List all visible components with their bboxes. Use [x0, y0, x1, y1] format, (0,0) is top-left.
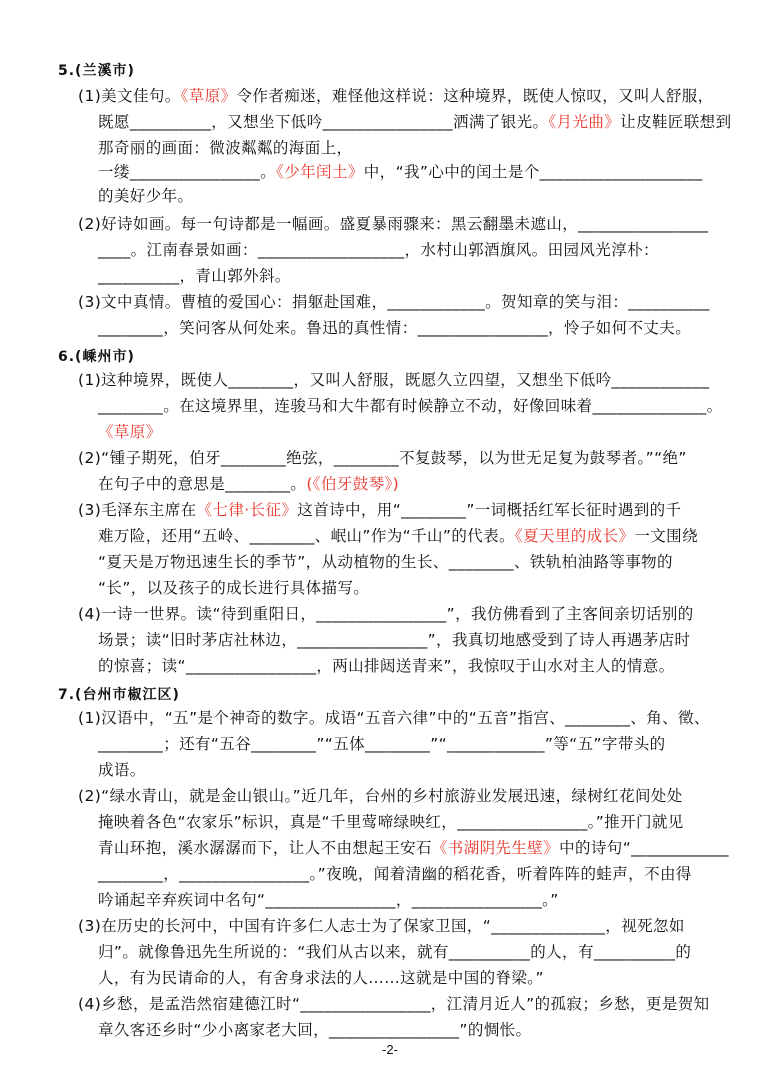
- text-segment: 成语。: [98, 761, 146, 779]
- text-segment: 青山环抱，溪水潺潺而下，让人不由想起王安石: [98, 839, 432, 857]
- text-segment: ________，笑问客从何处来。鲁迅的真性情：________________，怜子如何不丈夫。: [98, 319, 692, 337]
- question-line: [98, 552, 673, 572]
- text-title-ref: 《草原》: [98, 423, 162, 441]
- question-line: [98, 162, 703, 182]
- question-line: [98, 138, 352, 158]
- text-segment: (3)文中真情。曹植的爱国心：捐躯赴国难，____________。贺知章的笑与泪：__________: [78, 293, 710, 311]
- text-segment: 一缕________________。: [98, 163, 277, 181]
- text-segment: 中，“我”心中的闰土是个____________________: [363, 163, 703, 181]
- question-line: [98, 186, 193, 206]
- question-line: [98, 240, 659, 260]
- text-segment: 难万险，还用“五岭、________、岷山”作为“千山”的代表。: [98, 527, 515, 545]
- question-line: [78, 370, 709, 390]
- question-line: [98, 838, 729, 858]
- text-segment: 一文围绕: [634, 527, 698, 545]
- question-line: [78, 292, 710, 312]
- text-segment: (2)“锺子期死，伯牙________绝弦，________不复鼓琴，以为世无足复为鼓琴者。”“绝”: [78, 449, 687, 467]
- text-title-ref: 《书湖阴先生壁》: [431, 839, 560, 857]
- question-line: [98, 422, 162, 442]
- text-segment: “夏天是万物迅速生长的季节”，从动植物的生长、________、铁轨柏油路等事物的: [98, 553, 673, 571]
- question-line: [78, 786, 683, 806]
- question-line: [98, 474, 399, 494]
- question-line: [78, 708, 710, 728]
- question-line: [98, 760, 146, 780]
- text-segment: 的惊喜；读“________________，两山排闼送青来”，我惊叹于山水对主人的情意。: [98, 657, 675, 675]
- text-segment: 这首诗中，用“________”一词概括红军长征时遇到的千: [297, 501, 682, 519]
- text-segment: (3)在历史的长河中，中国有许多仁人志士为了保家卫国，“______________，视死忽如: [78, 917, 685, 935]
- text-segment: 人，有为民请命的人，有舍身求法的人……这就是中国的脊梁。”: [98, 969, 544, 987]
- question-line: [98, 578, 369, 598]
- text-segment: ________。在这境界里，连骏马和大牛都有时候静立不动，好像回味着______________。: [98, 397, 723, 415]
- text-segment: 的美好少年。: [98, 187, 194, 205]
- text-segment: ________，________________。”夜晚，闻着清幽的稻花香，听着阵阵的蛙声，不由得: [98, 865, 692, 883]
- section-title: 6.(嵊州市): [58, 349, 135, 365]
- question-line: [98, 526, 698, 546]
- question-line: [98, 656, 675, 676]
- question-line: [98, 266, 291, 286]
- text-segment: (2)好诗如画。每一句诗都是一幅画。盛夏暴雨骤来：黑云翻墨未遮山，________________: [78, 215, 709, 233]
- question-line: [98, 812, 684, 832]
- text-segment: “长”，以及孩子的成长进行具体描写。: [98, 579, 370, 597]
- text-title-ref: 《少年闰土》: [276, 163, 364, 181]
- page-number: -2-: [382, 1042, 398, 1057]
- text-segment: 场景；读“旧时茅店社林边，________________”，我真切地感受到了诗人再遇茅店时: [98, 631, 691, 649]
- question-line: [98, 968, 544, 988]
- text-segment: (1)这种境界，既使人________，又叫人舒服，既愿久立四望，又想坐下低吟____________: [78, 371, 710, 389]
- text-segment: 归”。就像鲁迅先生所说的：“我们从古以来，就有__________的人，有__________的: [98, 943, 692, 961]
- text-segment: (1)汉语中，“五”是个神奇的数字。成语“五音六律”中的“五音”指宫、________、角、徵、: [78, 709, 710, 727]
- question-line: [98, 942, 691, 962]
- question-line: [98, 396, 723, 416]
- text-segment: 章久客还乡时“少小离家老大回，________________”的惆怅。: [98, 1021, 532, 1039]
- text-segment: __________，青山郭外斜。: [98, 267, 291, 285]
- text-title-ref: 《夏天里的成长》: [514, 527, 635, 545]
- text-segment: 令作者痴迷，难怪他这样说：这种境界，既使人惊叹，又叫人舒服，: [236, 87, 714, 105]
- question-line: [98, 734, 666, 754]
- question-line: [78, 604, 694, 624]
- question-line: [78, 916, 685, 936]
- text-segment: (1)美文佳句。: [78, 87, 181, 105]
- text-segment: 掩映着各色“农家乐”标识，真是“千里莺啼绿映红，________________。”推开门就见: [98, 813, 684, 831]
- text-segment: 那奇丽的画面：微波粼粼的海面上，: [98, 139, 353, 157]
- question-line: [98, 864, 692, 884]
- question-line: [98, 112, 731, 132]
- text-title-ref: 《月光曲》: [548, 113, 621, 131]
- text-title-ref: 《七律·长征》: [196, 501, 298, 519]
- question-line: [78, 86, 714, 106]
- text-segment: (4)一诗一世界。读“待到重阳日，________________”，我仿佛看到了主客间亲切话别的: [78, 605, 694, 623]
- question-line: [98, 630, 690, 650]
- text-segment: 既愿__________，又想坐下低吟________________洒满了银光。: [98, 113, 549, 131]
- text-segment: (3)毛泽东主席在: [78, 501, 197, 519]
- text-segment: ____。江南春景如画：__________________，水村山郭酒旗风。田园风光淳朴：: [98, 241, 659, 259]
- text-segment: 让皮鞋匠联想到: [620, 113, 732, 131]
- text-segment: 在句子中的意思是________。: [98, 475, 307, 493]
- text-segment: 吟诵起辛弃疾词中名句“________________，________________。”: [98, 891, 559, 909]
- text-segment: (2)“绿水青山，就是金山银山。”近几年，台州的乡村旅游业发展迅速，绿树红花间处处: [78, 787, 683, 805]
- question-line: [98, 318, 691, 338]
- section-title: 5.(兰溪市): [58, 63, 135, 79]
- section-title: 7.(台州市椒江区): [58, 687, 180, 703]
- question-line: [78, 994, 710, 1014]
- text-segment: (4)乡愁，是孟浩然宿建德江时“________________，江清月近人”的孤寂；乡愁，更是贺知: [78, 995, 710, 1013]
- text-title-ref: 《草原》: [180, 87, 237, 105]
- question-line: [78, 214, 709, 234]
- text-title-ref: (《伯牙鼓琴》): [306, 475, 400, 493]
- question-line: [98, 1020, 531, 1040]
- text-segment: ________；还有“五谷________”“五体________”“____________”等“五”字带头的: [98, 735, 666, 753]
- question-line: [78, 500, 681, 520]
- question-line: [98, 890, 559, 910]
- question-line: [78, 448, 687, 468]
- text-segment: 中的诗句“____________: [559, 839, 729, 857]
